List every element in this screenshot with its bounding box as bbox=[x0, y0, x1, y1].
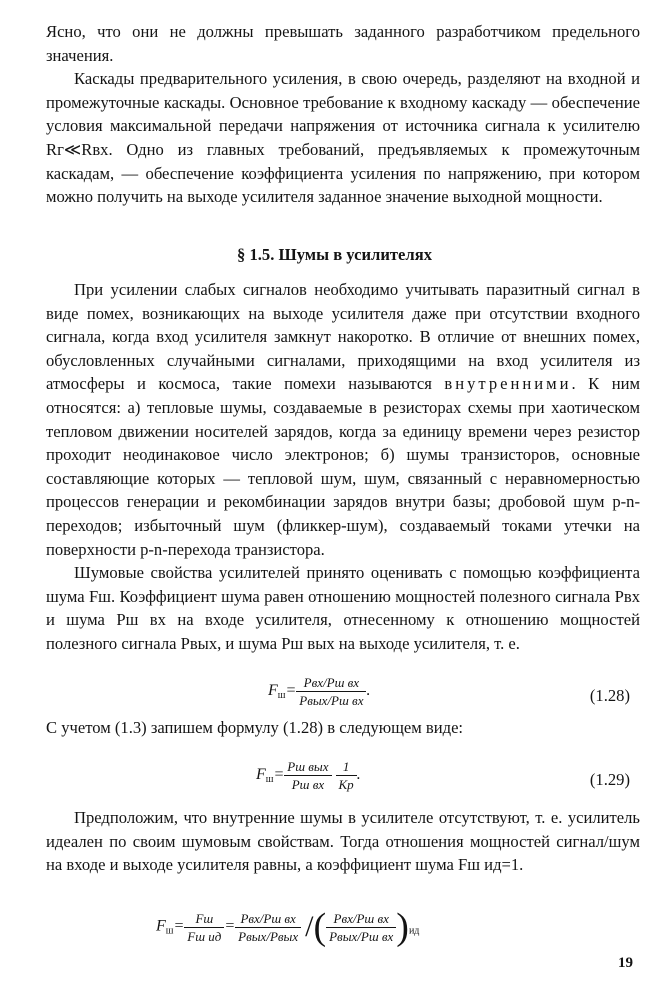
eq2-lhs-sub: ш bbox=[265, 774, 274, 786]
eq1-lhs: F bbox=[268, 682, 278, 700]
text-block-top bbox=[46, 20, 640, 209]
paragraph-4: Шумовые свойства усилителей принято оценивать с помощью коэффициента шума Fш. Коэффициент шума равен отношению мощностей полезного сигнала Pвх и шума Pш вх на входе усилителя, отнесенному к отношению мощностей полезного сигнала Pвых, и шума Pш вых на выходе усилителя, т. е. bbox=[46, 563, 640, 653]
equation-1-28 bbox=[46, 664, 640, 724]
eq3-lhs: F bbox=[156, 917, 166, 935]
eq2-denominator-1: Pш вх bbox=[291, 777, 325, 792]
eq3-fraction-1 bbox=[184, 910, 224, 945]
eq3-tail-sub: ид bbox=[408, 925, 420, 937]
eq3-numerator-2: Pвх/Pш вх bbox=[235, 910, 301, 928]
eq1-fraction bbox=[296, 674, 366, 709]
equation-number-1-29: (1.29) bbox=[589, 770, 630, 789]
paragraph-5: С учетом (1.3) запишем формулу (1.28) в следующем виде: bbox=[46, 718, 464, 737]
eq2-numerator-1: Pш вых bbox=[284, 758, 331, 776]
eq3-numerator-1: Fш bbox=[184, 910, 224, 928]
eq3-denominator-2: Pвых/Pвых bbox=[238, 928, 299, 944]
eq3-close-paren: ) bbox=[396, 906, 409, 948]
equation-number-1-28: (1.28) bbox=[589, 686, 630, 705]
text-block-bottom bbox=[46, 806, 640, 877]
eq2-denominator-2: Kр bbox=[338, 777, 354, 792]
paragraph-1: Ясно, что они не должны превышать заданного разработчиком предельного значения. bbox=[46, 22, 640, 65]
paragraph-3-part-a: При усилении слабых сигналов необходимо учитывать паразитный сигнал в виде помех, возникающих на выходе усилителя даже при отсутствии входного сигнала, когда вход усилителя замкнут накоротко. В отличие от внешних помех, обусловленных случайными сигналами, приходящими на вход усилителя из атмосферы и космоса, такие помехи называются bbox=[46, 280, 640, 394]
eq3-open-paren: ( bbox=[313, 906, 327, 948]
text-block-mid bbox=[46, 716, 640, 740]
equation-ideal bbox=[46, 900, 640, 960]
page-number: 19 bbox=[618, 955, 633, 971]
equation-1-29-body: $F_ш=$ $\frac{\text{Pш вых}}{\text{Pш вх}}$ $\frac{1}{Kр}$ . bbox=[256, 759, 361, 792]
eq1-numerator: Pвх/Pш вх bbox=[296, 674, 366, 692]
emphasis-term: внутренними bbox=[444, 374, 572, 394]
eq3-fraction-3 bbox=[326, 910, 396, 945]
section-heading: § 1.5. Шумы в усилителях bbox=[237, 245, 432, 264]
eq3-denominator-1: Fш ид bbox=[187, 928, 222, 944]
eq2-lhs: F bbox=[256, 766, 266, 784]
eq3-denominator-3: Pвых/Pш вх bbox=[329, 928, 394, 944]
paragraph-3 bbox=[46, 278, 640, 561]
eq1-lhs-sub: ш bbox=[277, 690, 286, 702]
equation-1-28-body: $F_ш=$ $\frac{\text{Pвх/Pш вх}}{\text{Pвых/Pш вх}}$ . bbox=[268, 675, 371, 708]
eq2-fraction-1 bbox=[284, 758, 331, 793]
eq2-fraction-2 bbox=[336, 758, 357, 793]
eq3-lhs-sub: ш bbox=[165, 925, 174, 937]
equation-1-29 bbox=[46, 748, 640, 808]
paragraph-3-part-b: . К ним относятся: а) тепловые шумы, создаваемые в резисторах схемы при хаотическом тепловом движении носителей зарядов, когда за единицу времени через резистор проходит неодинаковое число электронов; б) шумы транзисторов, основные составляющие которых — тепловой шум, шум, связанный с неравномерностью процессов генерации и рекомбинации зарядов внутри базы; дробовой шум p-n-переходов; избыточный шум (фликкер-шум), создаваемый токами утечки на поверхности p-n-перехода транзистора. bbox=[46, 374, 640, 559]
paragraph-2: Каскады предварительного усиления, в свою очередь, разделяют на входной и промежуточные каскады. Основное требование к входному каскаду — обеспечение условия максимальной передачи напряжения от источника сигнала к усилителю Rг≪Rвх. Одно из главных требований, предъявляемых к промежуточным каскадам, — обеспечение коэффициента усиления по напряжению, при котором можно получить на выходе усилителя заданное значение выходной мощности. bbox=[46, 69, 640, 207]
eq1-denominator: Pвых/Pш вх bbox=[299, 693, 364, 708]
text-block-noise bbox=[46, 278, 640, 656]
equation-ideal-body: $F_ш=$ $\frac{Fш}{\text{Fш ид}}$ = $\frac{\text{Pвх/Pш вх}}{\text{Pвых/Pвых}}$ /( $\frac{\text{Pвх/Pш вх}}{\text{Pвых/Pш вх}}$ )$_{ид}$ bbox=[156, 906, 420, 948]
eq3-fraction-2 bbox=[235, 910, 301, 945]
eq2-numerator-2: 1 bbox=[336, 758, 357, 776]
eq3-slash: / bbox=[305, 910, 314, 944]
paragraph-6: Предположим, что внутренние шумы в усилителе отсутствуют, т. е. усилитель идеален по своим шумовым свойствам. Тогда отношения мощностей сигнал/шум на входе и выходе усилителя равны, а коэффициент шума Fш ид=1. bbox=[46, 808, 640, 875]
eq3-numerator-3: Pвх/Pш вх bbox=[326, 910, 396, 928]
